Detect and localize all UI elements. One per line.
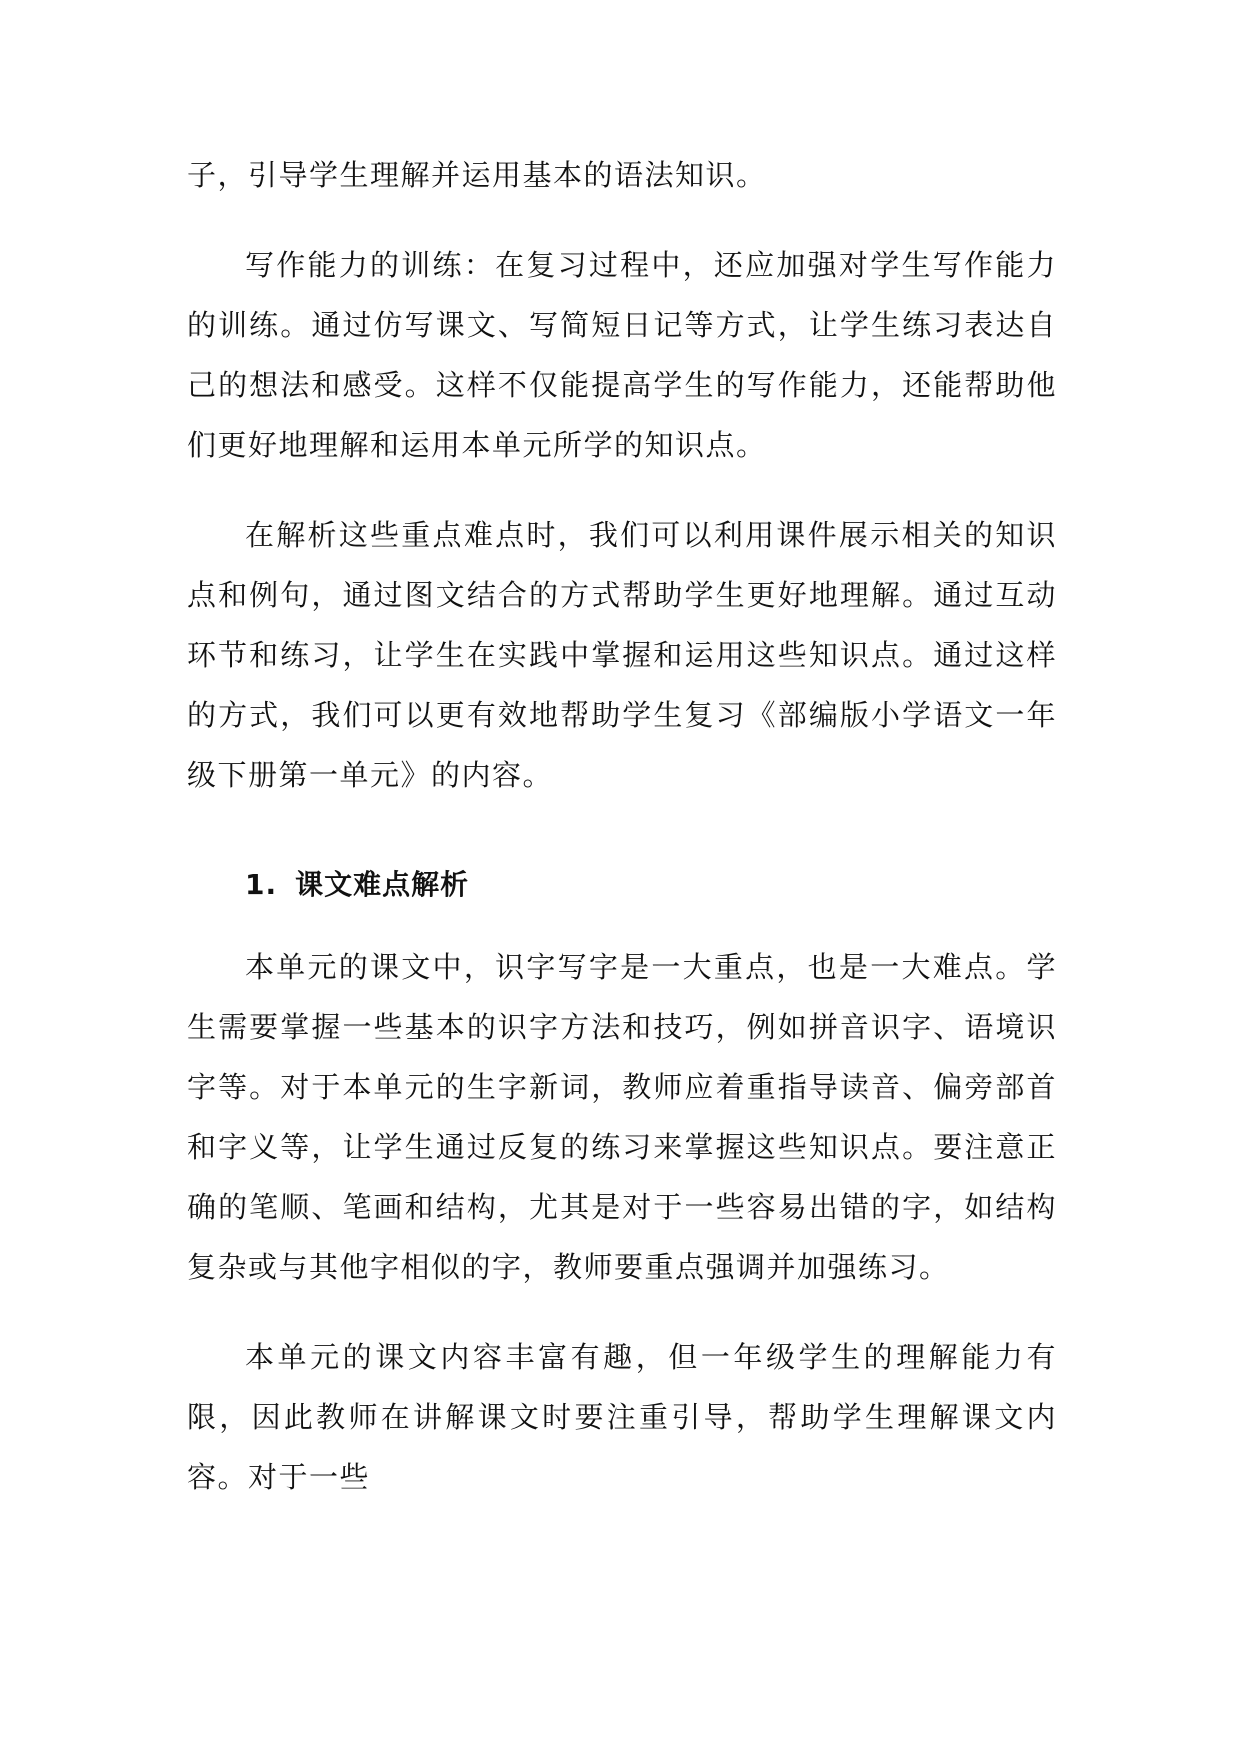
document-body (187, 145, 1057, 1537)
section-heading (245, 863, 1057, 907)
paragraph-comprehension-guidance: 本单元的课文内容丰富有趣，但一年级学生的理解能力有限，因此教师在讲解课文时要注重引导，帮助学生理解课文内容。对于一些 (187, 1340, 1057, 1494)
paragraph-literacy-focus: 本单元的课文中，识字写字是一大重点，也是一大难点。学生需要掌握一些基本的识字方法和技巧，例如拼音识字、语境识字等。对于本单元的生字新词，教师应着重指导读音、偏旁部首和字义等，让学生通过反复的练习来掌握这些知识点。要注意正确的笔顺、笔画和结构，尤其是对于一些容易出错的字，如结构复杂或与其他字相似的字，教师要重点强调并加强练习。 (187, 950, 1057, 1284)
section-number: 1. (245, 868, 278, 901)
paragraph-courseware-analysis: 在解析这些重点难点时，我们可以利用课件展示相关的知识点和例句，通过图文结合的方式帮助学生更好地理解。通过互动环节和练习，让学生在实践中掌握和运用这些知识点。通过这样的方式，我们可以更有效地帮助学生复习《部编版小学语文一年级下册第一单元》的内容。 (187, 518, 1057, 792)
section-title: 课文难点解析 (295, 868, 470, 901)
paragraph-writing-training: 写作能力的训练：在复习过程中，还应加强对学生写作能力的训练。通过仿写课文、写简短日记等方式，让学生练习表达自己的想法和感受。这样不仅能提高学生的写作能力，还能帮助他们更好地理解和运用本单元所学的知识点。 (187, 248, 1057, 462)
paragraph-continuation: 子，引导学生理解并运用基本的语法知识。 (187, 158, 767, 192)
